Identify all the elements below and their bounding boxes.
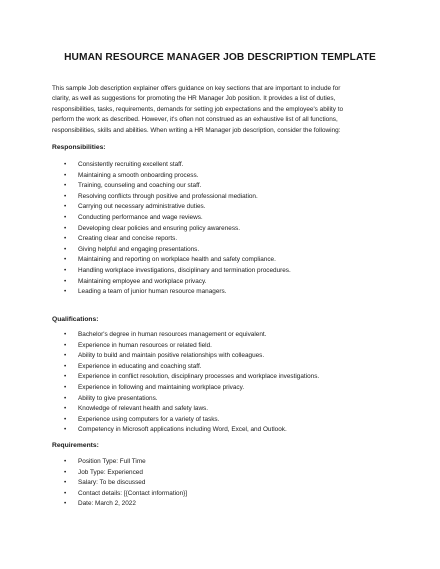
bullet-icon: • (64, 235, 67, 243)
list-item-text: Contact details: [{Contact information}] (78, 489, 188, 497)
bullet-icon: • (64, 468, 67, 476)
list-item-text: Consistently recruiting excellent staff. (78, 161, 184, 168)
list-item (64, 266, 291, 277)
bullet-icon: • (64, 426, 67, 434)
intro-line: perform the work as described. However, it's often not construed as an exhaustive list of all functions, (52, 116, 338, 124)
list-item-text: Experience in human resources or related field. (78, 341, 212, 349)
bullet-icon: • (64, 373, 67, 381)
list-item-text: Resolving conflicts through positive and professional mediation. (78, 192, 258, 200)
list-item (64, 245, 291, 256)
requirements-list (64, 457, 187, 510)
intro-paragraph (52, 84, 392, 136)
list-item-text: Giving helpful and engaging presentations. (78, 245, 200, 253)
list-item-text: Job Type: Experienced (78, 468, 143, 476)
list-item-text: Creating clear and concise reports. (78, 235, 178, 243)
bullet-icon: • (64, 394, 67, 402)
list-item-text: Leading a team of junior human resource managers. (78, 288, 227, 296)
bullet-icon: • (64, 192, 67, 200)
responsibilities-heading: Responsibilities: (52, 144, 106, 151)
list-item (64, 383, 319, 394)
qualifications-heading: Qualifications: (52, 316, 99, 323)
bullet-icon: • (64, 489, 67, 497)
list-item (64, 415, 319, 426)
bullet-icon: • (64, 383, 67, 391)
list-item (64, 181, 291, 192)
list-item (64, 425, 319, 436)
document-title: HUMAN RESOURCE MANAGER JOB DESCRIPTION TEMPLATE (64, 52, 376, 63)
list-item-text: Maintaining employee and workplace privacy. (78, 277, 207, 285)
list-item (64, 192, 291, 203)
list-item (64, 277, 291, 288)
list-item-text: Salary: To be discussed (78, 479, 146, 487)
list-item (64, 171, 291, 182)
list-item (64, 160, 291, 171)
qualifications-list (64, 330, 319, 436)
list-item (64, 213, 291, 224)
bullet-icon: • (64, 161, 67, 168)
bullet-icon: • (64, 331, 67, 338)
list-item-text: Maintaining and reporting on workplace health and safety compliance. (78, 256, 276, 264)
responsibilities-list (64, 160, 291, 298)
list-item (64, 499, 187, 510)
list-item-text: Training, counseling and coaching our staff. (78, 182, 202, 190)
bullet-icon: • (64, 171, 67, 179)
list-item-text: Ability to build and maintain positive relationships with colleagues. (78, 352, 265, 360)
list-item (64, 202, 291, 213)
bullet-icon: • (64, 213, 67, 221)
list-item-text: Maintaining a smooth onboarding process. (78, 171, 199, 179)
list-item-text: Ability to give presentations. (78, 394, 158, 402)
list-item (64, 457, 187, 468)
list-item (64, 478, 187, 489)
list-item (64, 372, 319, 383)
list-item-text: Competency in Microsoft applications including Word, Excel, and Outlook. (78, 426, 287, 434)
bullet-icon: • (64, 362, 67, 370)
bullet-icon: • (64, 277, 67, 285)
bullet-icon: • (64, 500, 67, 508)
bullet-icon: • (64, 415, 67, 423)
list-item-text: Experience in conflict resolution, disciplinary processes and workplace investigations. (78, 373, 320, 381)
list-item-text: Conducting performance and wage reviews. (78, 213, 203, 221)
list-item-text: Experience using computers for a variety of tasks. (78, 415, 220, 423)
bullet-icon: • (64, 266, 67, 274)
intro-line: responsibilities, tasks, requirements, demands for setting job expectations and the employee's ability to (52, 105, 344, 113)
bullet-icon: • (64, 341, 67, 349)
bullet-icon: • (64, 203, 67, 211)
list-item-text: Knowledge of relevant health and safety laws. (78, 405, 209, 413)
bullet-icon: • (64, 405, 67, 413)
list-item-text: Handling workplace investigations, disciplinary and termination procedures. (78, 266, 291, 274)
list-item-text: Bachelor's degree in human resources management or equivalent. (78, 331, 267, 338)
intro-line: This sample Job description explainer offers guidance on key sections that are important to include for (52, 85, 341, 92)
bullet-icon: • (64, 479, 67, 487)
list-item-text: Date: March 2, 2022 (78, 500, 136, 508)
list-item (64, 394, 319, 405)
bullet-icon: • (64, 352, 67, 360)
bullet-icon: • (64, 182, 67, 190)
list-item-text: Experience in following and maintaining workplace privacy. (78, 383, 245, 391)
list-item (64, 255, 291, 266)
list-item (64, 404, 319, 415)
list-item (64, 330, 319, 341)
list-item (64, 234, 291, 245)
list-item (64, 351, 319, 362)
intro-line: responsibilities, skills and abilities. When writing a HR Manager job description, consider the following: (52, 126, 341, 134)
bullet-icon: • (64, 288, 67, 296)
list-item (64, 489, 187, 500)
bullet-icon: • (64, 256, 67, 264)
list-item-text: Position Type: Full Time (78, 458, 146, 465)
list-item (64, 362, 319, 373)
list-item (64, 468, 187, 479)
list-item (64, 287, 291, 298)
intro-line: clarity, as well as suggestions for promoting the HR Manager Job position. It provides a list of duties, (52, 95, 336, 103)
list-item (64, 224, 291, 235)
bullet-icon: • (64, 458, 67, 465)
bullet-icon: • (64, 245, 67, 253)
list-item (64, 341, 319, 352)
bullet-icon: • (64, 224, 67, 232)
list-item-text: Experience in educating and coaching staff. (78, 362, 202, 370)
list-item-text: Developing clear policies and ensuring policy awareness. (78, 224, 240, 232)
list-item-text: Carrying out necessary administrative duties. (78, 203, 206, 211)
requirements-heading: Requirements: (52, 442, 99, 449)
